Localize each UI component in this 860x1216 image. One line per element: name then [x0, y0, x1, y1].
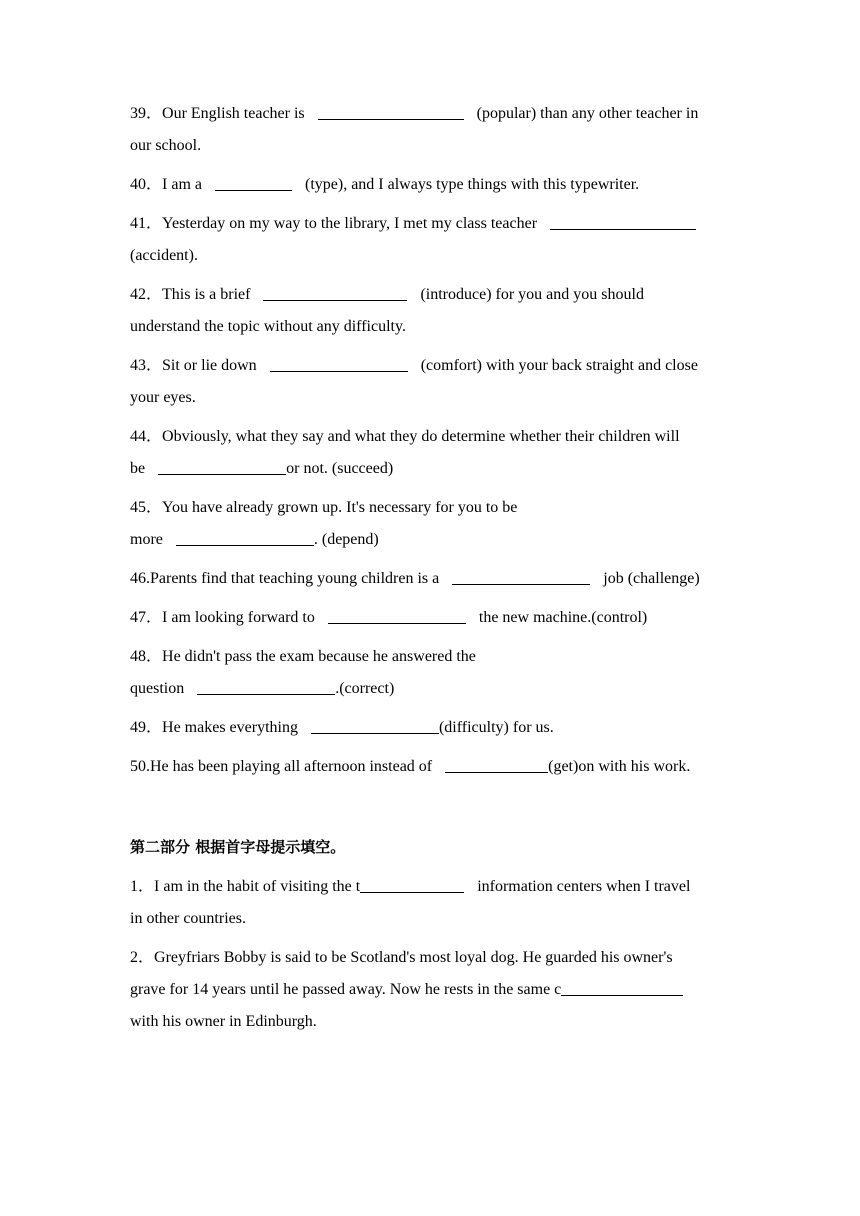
question-number: 1． — [130, 878, 155, 895]
question-text: information centers when I travel — [477, 878, 691, 895]
question-text: (accident). — [130, 247, 198, 264]
question-number: 39． — [130, 105, 163, 122]
answer-blank[interactable] — [215, 174, 292, 191]
question-text: understand the topic without any difficulty. — [130, 318, 406, 335]
question-text: He makes everything — [162, 719, 298, 736]
question-number: 40． — [130, 176, 163, 193]
question-text: our school. — [130, 137, 202, 154]
question-number: 49． — [130, 719, 163, 736]
question-text: Greyfriars Bobby is said to be Scotland's most loyal dog. He guarded his owner's — [154, 949, 673, 966]
question-number: 2． — [130, 949, 155, 966]
question-text: (get)on with his work. — [548, 758, 691, 775]
question-48 — [130, 641, 730, 705]
answer-blank[interactable] — [328, 607, 466, 624]
question-text: (introduce) for you and you should — [420, 286, 644, 303]
question-text: I am a — [162, 176, 202, 193]
question-45 — [130, 492, 730, 556]
question-text: the new machine.(control) — [478, 609, 648, 626]
answer-blank[interactable] — [311, 717, 439, 734]
question-text: (comfort) with your back straight and close — [420, 357, 698, 374]
question-text: Obviously, what they say and what they do determine whether their children will — [162, 428, 680, 445]
answer-blank[interactable] — [452, 568, 590, 585]
question-text: You have already grown up. It's necessary for you to be — [162, 499, 518, 516]
question-text: or not. (succeed) — [286, 460, 394, 477]
answer-blank[interactable] — [270, 355, 408, 372]
question-text: more — [130, 531, 163, 548]
question-44 — [130, 421, 730, 485]
answer-blank[interactable] — [176, 529, 314, 546]
question-text: question — [130, 680, 185, 697]
question-number: 45． — [130, 499, 163, 516]
question-number: 47． — [130, 609, 163, 626]
section-2-item-2 — [130, 942, 730, 1038]
question-number: 50. — [130, 758, 150, 775]
answer-blank[interactable] — [445, 756, 548, 773]
section-2-item-1 — [130, 871, 730, 935]
question-text: (type), and I always type things with this typewriter. — [305, 176, 640, 193]
question-number: 46. — [130, 570, 150, 587]
question-47 — [130, 602, 730, 634]
question-text: I am in the habit of visiting the t — [154, 878, 361, 895]
question-text: He didn't pass the exam because he answered the — [162, 648, 476, 665]
answer-blank[interactable] — [360, 876, 464, 893]
question-49 — [130, 712, 730, 744]
question-41 — [130, 208, 730, 272]
question-text: (popular) than any other teacher in — [476, 105, 699, 122]
question-text: your eyes. — [130, 389, 196, 406]
question-50 — [130, 751, 730, 783]
question-number: 44． — [130, 428, 163, 445]
question-43 — [130, 350, 730, 414]
question-text: Our English teacher is — [162, 105, 305, 122]
question-text: in other countries. — [130, 910, 246, 927]
question-text: job (challenge) — [603, 570, 700, 587]
question-number: 42． — [130, 286, 163, 303]
question-text: .(correct) — [335, 680, 395, 697]
answer-blank[interactable] — [263, 284, 407, 301]
question-text: This is a brief — [162, 286, 251, 303]
question-number: 48． — [130, 648, 163, 665]
answer-blank[interactable] — [550, 213, 696, 230]
question-text: He has been playing all afternoon instead of — [150, 758, 433, 775]
question-40 — [130, 169, 730, 201]
worksheet-content — [130, 98, 730, 1045]
section-2-title: 第二部分 根据首字母提示填空。 — [130, 838, 346, 856]
question-text: (difficulty) for us. — [438, 719, 554, 736]
question-text: with his owner in Edinburgh. — [130, 1013, 317, 1030]
question-text: Yesterday on my way to the library, I met my class teacher — [162, 215, 538, 232]
question-46 — [130, 563, 730, 595]
question-text: Parents find that teaching young children is a — [150, 570, 440, 587]
question-number: 43． — [130, 357, 163, 374]
answer-blank[interactable] — [561, 979, 683, 996]
question-text: Sit or lie down — [162, 357, 257, 374]
answer-blank[interactable] — [197, 678, 335, 695]
question-text: . (depend) — [313, 531, 379, 548]
question-42 — [130, 279, 730, 343]
answer-blank[interactable] — [318, 103, 464, 120]
question-text: I am looking forward to — [162, 609, 315, 626]
answer-blank[interactable] — [158, 458, 286, 475]
question-text: be — [130, 460, 146, 477]
question-number: 41． — [130, 215, 163, 232]
question-text: grave for 14 years until he passed away. Now he rests in the same c — [130, 981, 562, 998]
question-39 — [130, 98, 730, 162]
